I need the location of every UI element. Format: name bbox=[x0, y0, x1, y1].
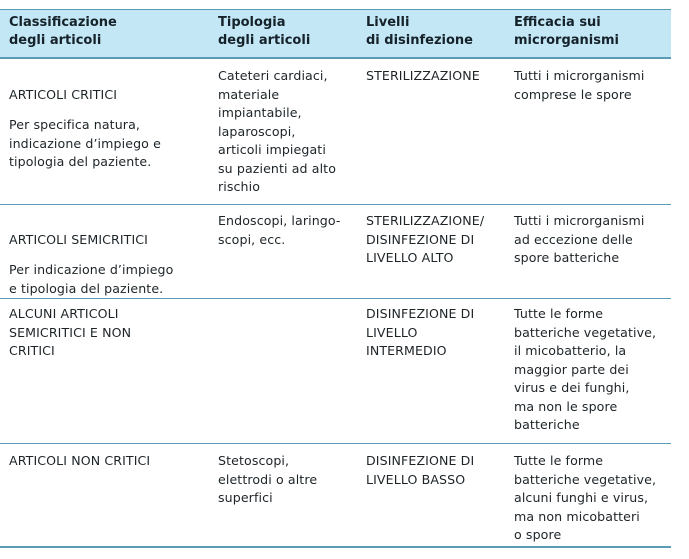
row-disinfection-level: DISINFEZIONE DI LIVELLO INTERMEDIO bbox=[366, 306, 475, 358]
row-disinfection-level: STERILIZZAZIONE/ DISINFEZIONE DI LIVELLO ALTO bbox=[366, 213, 485, 265]
row-classification: ARTICOLI CRITICI bbox=[9, 86, 118, 102]
row-typology: Cateteri cardiaci, materiale impiantabile, laparoscopi, articoli impiegati su pazienti ad alto rischio bbox=[218, 68, 337, 194]
row-classification: ARTICOLI NON CRITICI bbox=[9, 453, 151, 468]
row-classification-note: Per indicazione d’impiego e tipologia del paziente. bbox=[9, 262, 174, 296]
row-divider bbox=[0, 298, 671, 299]
table-header bbox=[0, 10, 671, 57]
row-disinfection-level: DISINFEZIONE DI LIVELLO BASSO bbox=[366, 453, 475, 487]
row-efficacy: Tutte le forme batteriche vegetative, alcuni funghi e virus, ma non micobatteri o spore bbox=[514, 453, 657, 542]
row-divider bbox=[0, 204, 671, 205]
row-efficacy: Tutti i microrganismi ad eccezione delle spore batteriche bbox=[514, 213, 645, 265]
header-bottom-rule bbox=[0, 57, 671, 59]
header-livelli: Livelli di disinfezione bbox=[366, 15, 473, 48]
header-efficacia: Efficacia sui microrganismi bbox=[514, 15, 619, 48]
row-disinfection-level: STERILIZZAZIONE bbox=[366, 68, 480, 83]
row-divider bbox=[0, 443, 671, 444]
row-typology: Stetoscopi, elettrodi o altre superfici bbox=[218, 453, 318, 505]
row-classification: ARTICOLI SEMICRITICI bbox=[9, 231, 148, 247]
row-typology: Endoscopi, laringo- scopi, ecc. bbox=[218, 213, 341, 247]
table-bottom-rule bbox=[0, 546, 671, 548]
row-efficacy: Tutti i microrganismi comprese le spore bbox=[514, 68, 645, 102]
header-classificazione: Classificazione degli articoli bbox=[9, 15, 117, 48]
header-tipologia: Tipologia degli articoli bbox=[218, 15, 311, 48]
row-efficacy: Tutte le forme batteriche vegetative, il micobatterio, la maggior parte dei virus e dei funghi, ma non le spore batteriche bbox=[514, 306, 657, 432]
row-classification-note: Per specifica natura, indicazione d’impiego e tipologia del paziente. bbox=[9, 117, 161, 169]
row-classification: ALCUNI ARTICOLI SEMICRITICI E NON CRITICI bbox=[9, 306, 132, 358]
